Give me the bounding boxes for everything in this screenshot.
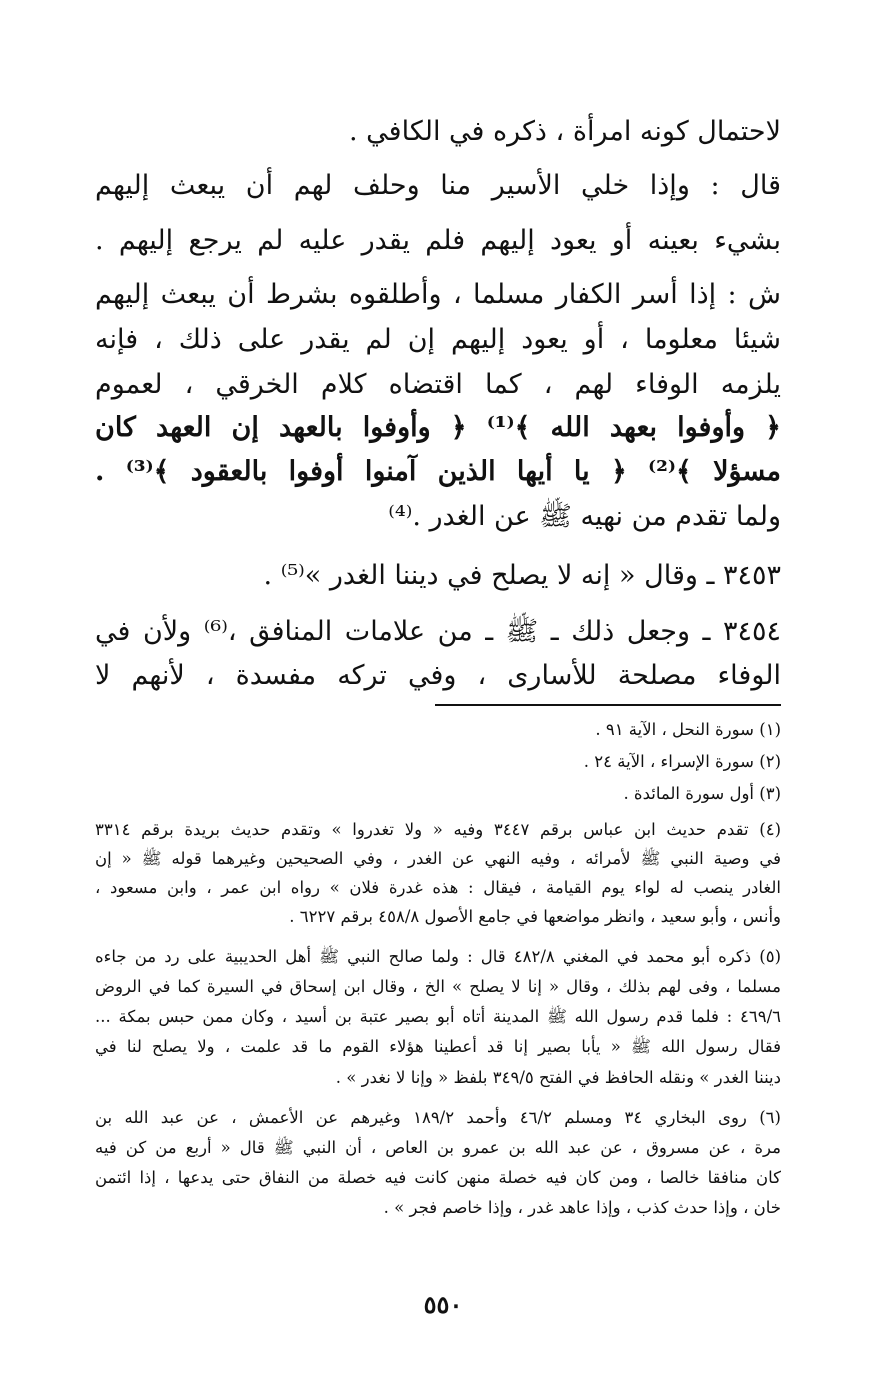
main-text-line: ش : إذا أسر الكفار مسلما ، وأطلقوه بشرط أن يبعث إليهم (95, 279, 781, 310)
footnote-line: ٤٦٩/٦ : فلما قدم رسول الله ﷺ المدينة أتاه أبو بصير عتبة بن أسيد ، وكان ممن حبس بمكة ... (95, 1007, 781, 1026)
main-text-line: شيئا معلوما ، أو يعود إليهم إن لم يقدر على ذلك ، فإنه (95, 324, 781, 355)
footnote-line: مرة ، عن مسروق ، عن عبد الله بن عمرو بن العاص ، أن النبي ﷺ قال « أربع من كن فيه (95, 1138, 781, 1157)
footnote-line: (٤) تقدم حديث ابن عباس برقم ٣٤٤٧ وفيه « ولا تغدروا » وتقدم حديث بريدة برقم ٣٣١٤ (95, 820, 781, 839)
main-text-line: ﴿ وأوفوا بعهد الله ﴾⁽¹⁾ ﴿ وأوفوا بالعهد إن العهد كان (95, 412, 781, 443)
footnote-line: ديننا الغدر » ونقله الحافظ في الفتح ٣٤٩/٥ بلفظ « وإنا لا نغدر » . (335, 1068, 781, 1087)
footnote-line: خان ، وإذا حدث كذب ، وإذا عاهد غدر ، وإذا خاصم فجر » . (383, 1198, 781, 1217)
footnote-separator (435, 704, 781, 706)
main-text-line: الوفاء مصلحة للأسارى ، وفي تركه مفسدة ، لأنهم لا (95, 660, 781, 691)
footnote-line: (٥) ذكره أبو محمد في المغني ٤٨٢/٨ قال : ولما صالح النبي ﷺ أهل الحديبية على رد من جاءه (95, 947, 781, 966)
footnote-line: (٢) سورة الإسراء ، الآية ٢٤ . (583, 752, 781, 771)
footnote-line: الغادر ينصب له لواء يوم القيامة ، فيقال : هذه غدرة فلان » رواه ابن عمر ، وابن مسعود ، (95, 878, 781, 897)
main-text-line: ٣٤٥٤ ـ وجعل ذلك ـ ﷺ ـ من علامات المنافق ،⁽⁶⁾ ولأن في (95, 616, 781, 647)
main-text-line: مسؤلا ﴾⁽²⁾ ﴿ يا أيها الذين آمنوا أوفوا بالعقود ﴾⁽³⁾ . (95, 456, 781, 487)
main-text-line: يلزمه الوفاء لهم ، كما اقتضاه كلام الخرقي ، لعموم (95, 369, 781, 400)
main-text-line: ٣٤٥٣ ـ وقال « إنه لا يصلح في ديننا الغدر »⁽⁵⁾ . (263, 560, 781, 591)
main-text-line: لاحتمال كونه امرأة ، ذكره في الكافي . (349, 116, 781, 147)
main-text-line: ولما تقدم من نهيه ﷺ عن الغدر .⁽⁴⁾ (388, 501, 781, 532)
footnote-line: في وصية النبي ﷺ لأمرائه ، وفيه النهي عن الغدر ، وفي الصحيحين وغيرهما قوله ﷺ « إن (95, 849, 781, 868)
footnote-line: كان منافقا خالصا ، ومن كان فيه خصلة منهن كانت فيه خصلة من النفاق حتى يدعها ، إذا ائتمن (95, 1168, 781, 1187)
footnote-line: (٦) روى البخاري ٣٤ ومسلم ٤٦/٢ وأحمد ١٨٩/٢ وغيرهم عن الأعمش ، عن عبد الله بن (95, 1108, 781, 1127)
footnote-line: فقال رسول الله ﷺ « يأبا بصير إنا قد أعطينا هؤلاء القوم ما قد علمت ، ولا يصلح لنا في (95, 1037, 781, 1056)
page-number: ٥٥٠ (423, 1290, 463, 1319)
main-text-line: قال : وإذا خلي الأسير منا وحلف لهم أن يبعث إليهم (95, 170, 781, 201)
footnote-line: وأنس ، وأبو سعيد ، وانظر مواضعها في جامع الأصول ٤٥٨/٨ برقم ٦٢٢٧ . (289, 907, 781, 926)
footnote-line: (١) سورة النحل ، الآية ٩١ . (595, 720, 781, 739)
footnote-line: مسلما ، وفى لهم بذلك ، وقال « إنا لا يصلح » الخ ، وقال ابن إسحاق في السيرة كما في الروض (95, 977, 781, 996)
main-text-line: بشيء بعينه أو يعود إليهم فلم يقدر عليه لم يرجع إليهم . (95, 225, 781, 256)
footnote-line: (٣) أول سورة المائدة . (623, 784, 781, 803)
